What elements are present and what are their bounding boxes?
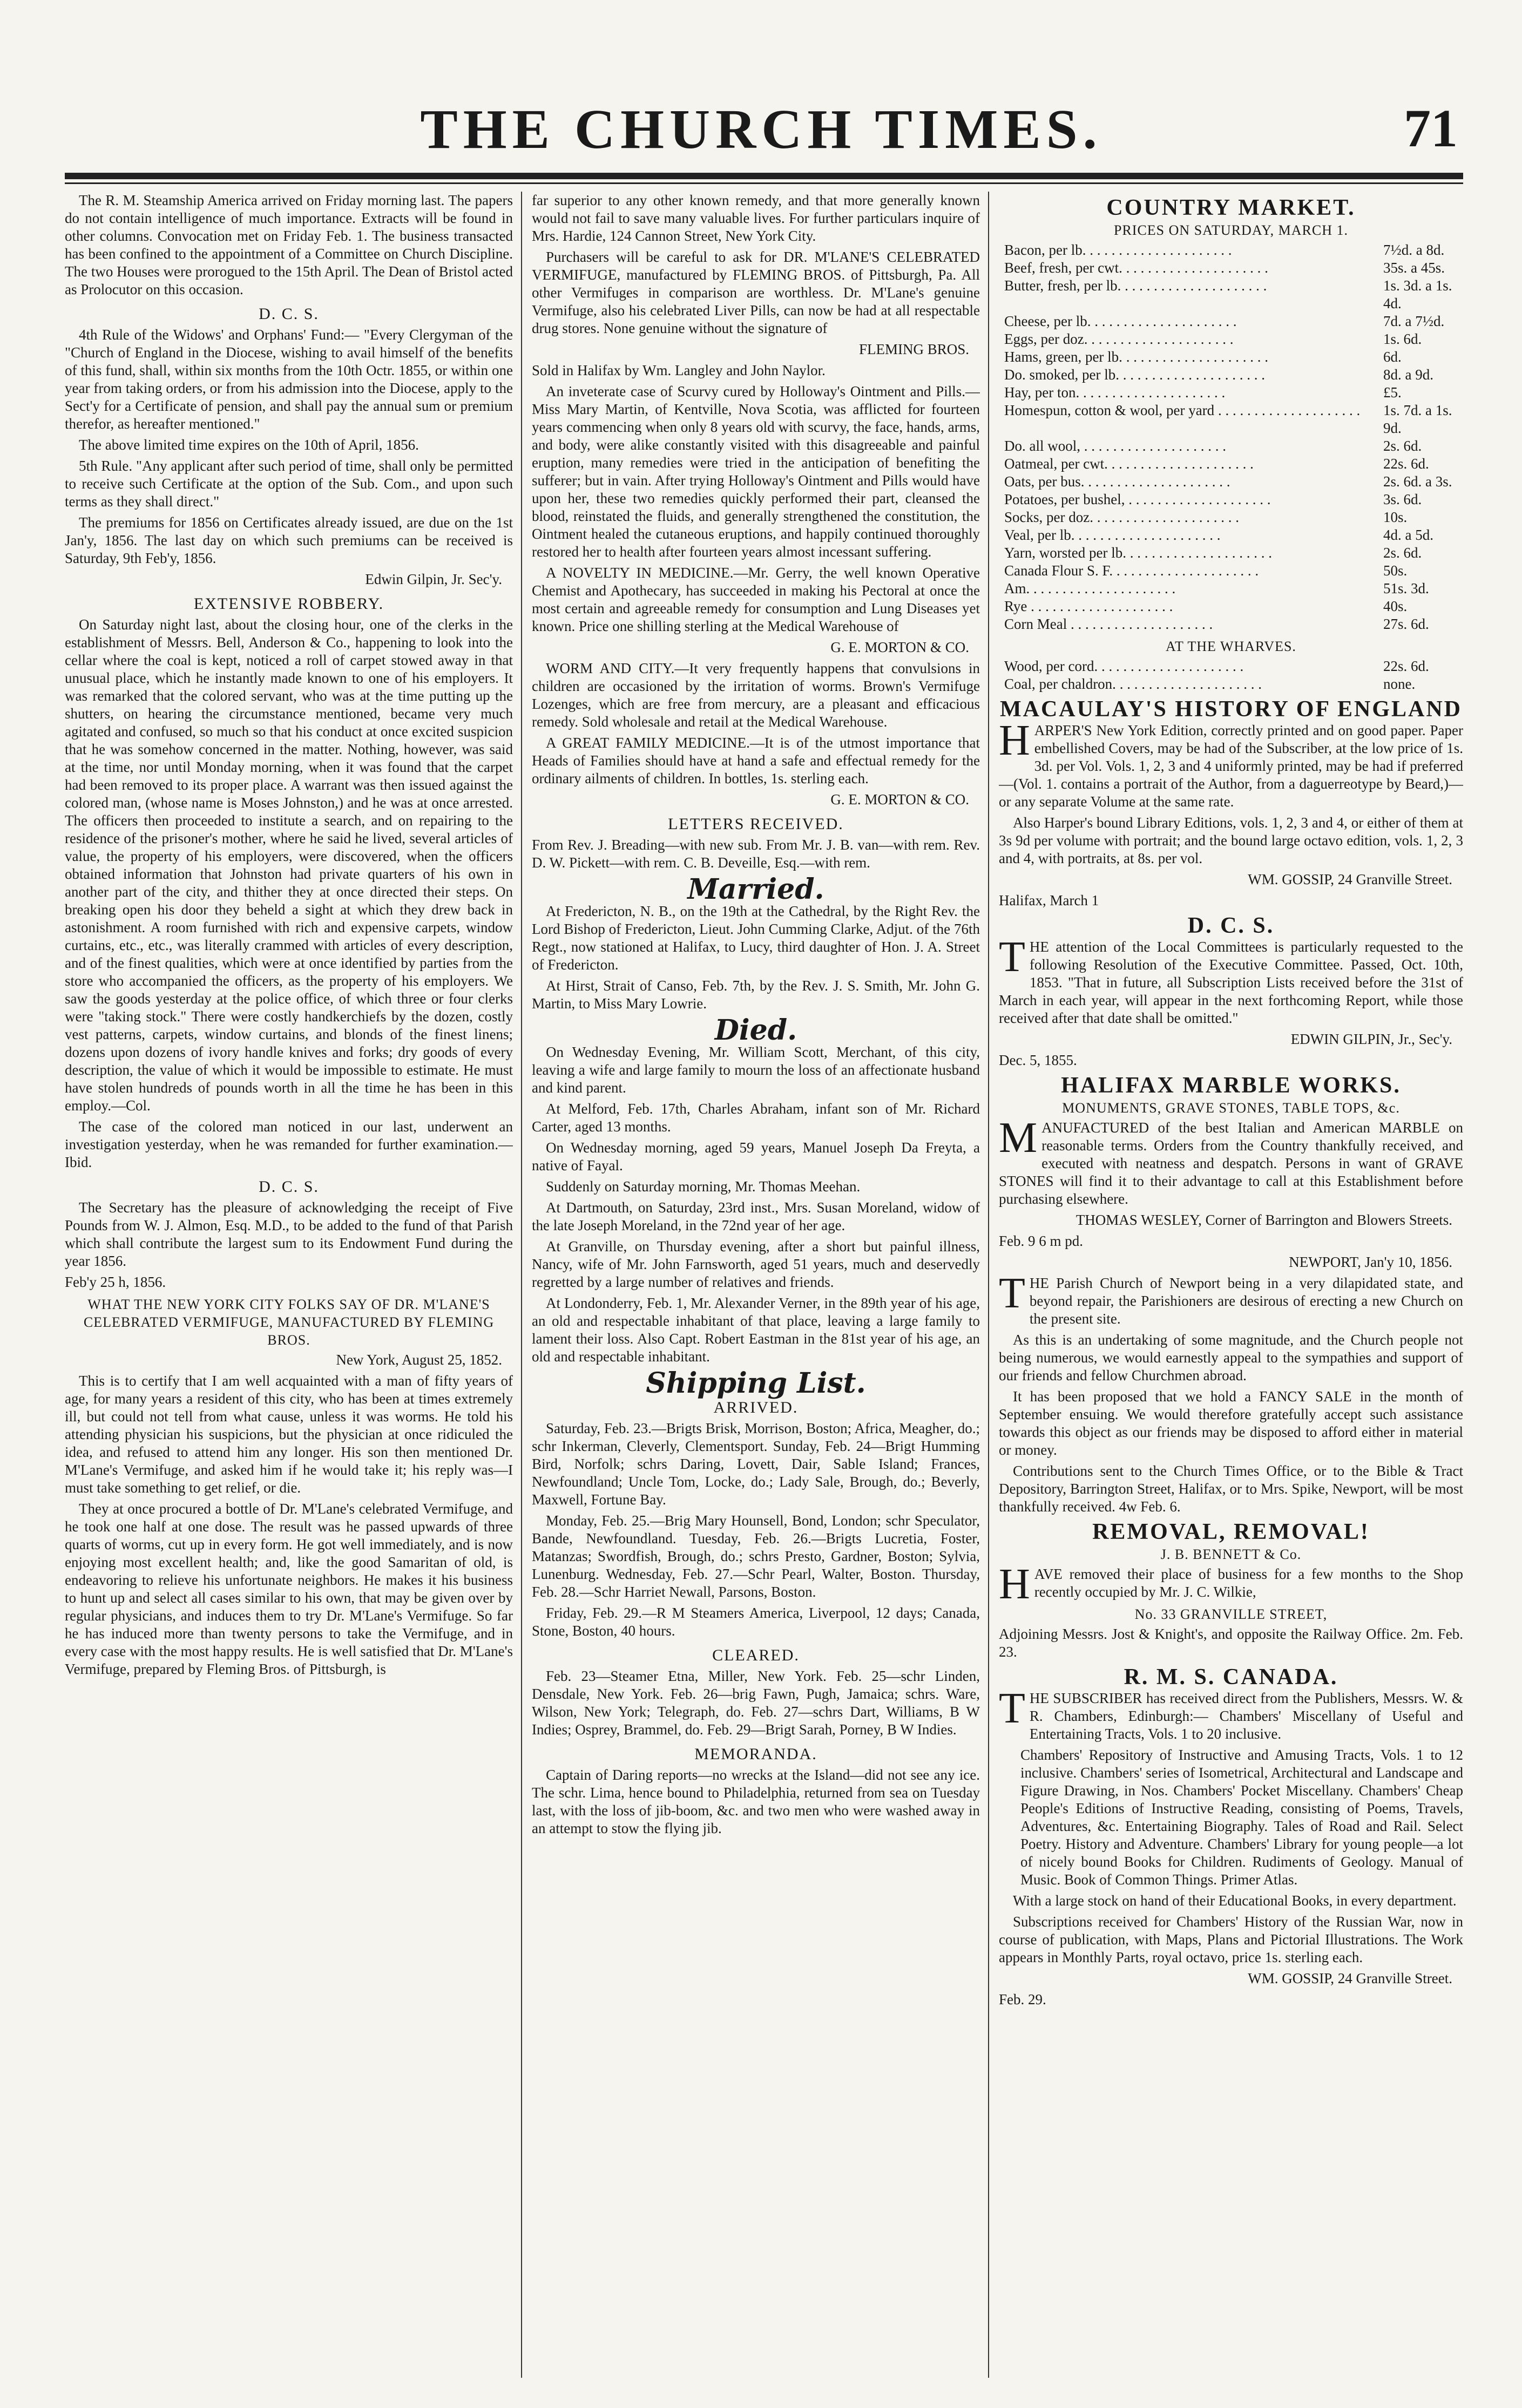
market-price-row (999, 598, 1463, 615)
paragraph: A GREAT FAMILY MEDICINE.—It is of the utmost importance that Heads of Families should have at hand a safe and effectual remedy for the ordinary ailments of children. In bottles, 1s. sterling each. (532, 735, 980, 786)
signature: THOMAS WESLEY, Corner of Barrington and Blowers Streets. (1075, 1212, 1452, 1228)
market-price-row (999, 615, 1463, 633)
paragraph: 4th Rule of the Widows' and Orphans' Fund:— "Every Clergyman of the "Church of England in the Diocese, wishing to avail himself of the benefits of this fund, shall, within six months from the 10th Octr. 1855, or within one year from taking orders, or from his admission into the Diocese, apply to the Sect'y for a Certificate of pension, and shall pay the annual sum or premium therefor, as hereafter mentioned." (65, 327, 513, 432)
paragraph: Monday, Feb. 25.—Brig Mary Hounsell, Bond, London; schr Speculator, Bande, Newfoundland. Tuesday, Feb. 26.—Brigts Lucretia, Foster, Matanzas; Swordfish, Brough, do.; schrs Presto, Gardner, Boston; Sylvia, Lunenburg. Wednesday, Feb. 27.—Schr Pearl, Walter, Boston. Thursday, Feb. 28.—Schr Harriet Newall, Parsons, Boston. (532, 1512, 980, 1600)
market-price-row (999, 259, 1463, 277)
market-item: Hams, green, per lb. . . . (1004, 348, 1377, 366)
market-price: 1s. 7d. a 1s. 9d. (1383, 402, 1452, 436)
paragraph: They at once procured a bottle of Dr. M'Lane's celebrated Vermifuge, and he took one half at one dose. The result was he passed upwards of three quarts of worms, cut up in every form. He got well immediately, and is now enjoying most excellent health; and, like the good Samaritan of old, is endeavoring to relieve his unfortunate neighbors. He makes it his business to hunt up and select all cases similar to his own, that may be given over by regular physicians, and induces them to try Dr. M'Lane's Vermifuge. So far he has induced more than twenty persons to take the Vermifuge, and in every case with the most happy results. He is well satisfied that Dr. M'Lane's Vermifuge, prepared by Fleming Bros. of Pittsburgh, is (65, 1501, 513, 1677)
signature: NEWPORT, Jan'y 10, 1856. (1289, 1254, 1452, 1270)
advert-heading: HALIFAX MARBLE WORKS. (1061, 1073, 1401, 1098)
market-price-row (999, 580, 1463, 598)
paragraph: Feb. 9 6 m pd. (999, 1233, 1084, 1249)
paragraph: On Wednesday Evening, Mr. William Scott, Merchant, of this city, leaving a wife and large family to mourn the loss of an affectionate husband and kind parent. (532, 1044, 980, 1096)
market-item: Bacon, per lb. . . . (1004, 241, 1377, 259)
market-price-row (999, 455, 1463, 473)
paragraph: Purchasers will be careful to ask for DR. M'LANE'S CELEBRATED VERMIFUGE, manufactured by FLEMING BROS. of Pittsburgh, Pa. All other Vermifuges in comparison are worthless. Dr. M'Lane's genuine Vermifuge, also his celebrated Liver Pills, can now be had at all respectable drug stores. None genuine without the signature of (532, 249, 980, 336)
paragraph: HAVE removed their place of business for a few months to the Shop recently occupied by Mr. J. C. Wilkie, (999, 1561, 1463, 1608)
book-list: Chambers' Repository of Instructive and Amusing Tracts, Vols. 1 to 12 inclusive. Chambers' series of Isometrical, Architectural and Landscape and Figure Drawing, in Nos. Chambers' Pocket Miscellany. Chambers' Cheap People's Editions of Instructive Reading, consisting of Poems, Travels, Adventures, &c. Entertaining Biography. Tales of Road and Rail. Select Poetry. History and Adventure. Chambers' Library for young people—a lot of nicely bound Books for Children. Rudiments of Geology. Manual of Music. Book of Common Things. Primer Atlas. (1020, 1747, 1463, 1888)
paragraph: With a large stock on hand of their Educational Books, in every department. (1013, 1893, 1457, 1909)
advert-heading: R. M. S. CANADA. (1124, 1665, 1338, 1690)
section-heading: D. C. S. (259, 1178, 319, 1196)
paragraph: This is to certify that I am well acquainted with a man of fifty years of age, for many years a resident of this city, who has been at times extremely ill, but could not tell from what cause, unless it was worms. He told his attending physician his suspicions, but the physician at once ridiculed the idea, and refused to attend him any longer. His son then mentioned Dr. M'Lane's Vermifuge, and asked him if he would take it; his reply was—I must take something to get relief, or die. (65, 1373, 513, 1496)
paragraph: 5th Rule. "Any applicant after such period of time, shall only be permitted to receive such Certificate at the option of the Sub. Com., and upon such terms as they shall direct." (65, 458, 513, 510)
signature: WM. GOSSIP, 24 Granville Street. (1248, 1970, 1452, 1986)
paragraph: Dec. 5, 1855. (999, 1052, 1077, 1068)
section-heading: CLEARED. (712, 1646, 800, 1664)
market-price-row (999, 675, 1463, 693)
market-item: Cheese, per lb. . . . (1004, 313, 1377, 330)
market-price-row (999, 330, 1463, 348)
column-divider (988, 192, 989, 2378)
market-price: 1s. 3d. a 1s. 4d. (1383, 277, 1452, 311)
market-price-row (999, 473, 1463, 491)
market-price-row (999, 437, 1463, 455)
market-price: 22s. 6d. (1383, 658, 1429, 674)
signature: Edwin Gilpin, Jr. Sec'y. (365, 571, 502, 587)
paragraph: HARPER'S New York Edition, correctly printed and on good paper. Paper embellished Covers, may be had of the Subscriber, at the low price of 1s. 3d. per Vol. Vols. 1, 2, 3 and 4 uniformly printed, may be had if preferred—(Vol. 1. contains a portrait of the Author, from a daguerreotype by Beard,)—or any separate Volume at the same rate. (999, 717, 1463, 810)
paragraph: An inveterate case of Scurvy cured by Holloway's Ointment and Pills.—Miss Mary Martin, of Kentville, Nova Scotia, was afflicted for fourteen years commencing when only 8 years old with scurvy, the face, hands, arms, and body, were alike constantly visited with this disagreeable and painful eruption, many remedies were tried in the anticipation of benefiting the sufferer; but in vain. After trying Holloway's Ointment and Pills would have upon her, these two remedies quickly performed their part, cleansed the blood, reinstated the fluids, and generally strengthened the constitution, the Ointment healed the cutaneous eruptions, and happily continued thoroughly restored her to health after fourteen years almost incessant suffering. (532, 383, 980, 560)
section-heading: ARRIVED. (713, 1399, 799, 1416)
paragraph: THE SUBSCRIBER has received direct from the Publishers, Messrs. W. & R. Chambers, Edinburgh:— Chambers' Miscellany of Useful and Entertaining Tracts, Vols. 1 to 20 inclusive. (999, 1685, 1463, 1742)
column-3 (999, 192, 1463, 2378)
market-item: Canada Flour S. F. . . . (1004, 562, 1377, 580)
market-price-row (999, 544, 1463, 562)
signature: G. E. MORTON & CO. (830, 639, 969, 655)
market-price-row (999, 562, 1463, 580)
market-price: 22s. 6d. (1383, 456, 1429, 472)
market-price-row (999, 277, 1463, 313)
paragraph: At Fredericton, N. B., on the 19th at the Cathedral, by the Right Rev. the Lord Bishop of Fredericton, Lieut. John Cumming Clarke, Adjut. of the 76th Regt., now stationed at Halifax, to Lucy, third daughter of Hon. J. A. Street of Fredericton. (532, 903, 980, 973)
paragraph: The Secretary has the pleasure of acknowledging the receipt of Five Pounds from W. J. Almon, Esq. M.D., to be added to the fund of that Parish which shall contribute the largest sum to its Endowment Fund during the year 1856. (65, 1199, 513, 1269)
paragraph: Friday, Feb. 29.—R M Steamers America, Liverpool, 12 days; Canada, Stone, Boston, 40 hours. (532, 1605, 980, 1639)
paragraph: At Dartmouth, on Saturday, 23rd inst., Mrs. Susan Moreland, widow of the late Joseph Moreland, in the 72nd year of her age. (532, 1199, 980, 1233)
section-heading: Married. (687, 873, 824, 906)
market-price-table (999, 657, 1463, 693)
signature: EDWIN GILPIN, Jr., Sec'y. (1290, 1031, 1452, 1047)
section-heading: EXTENSIVE ROBBERY. (193, 595, 384, 613)
paragraph: Suddenly on Saturday morning, Mr. Thomas Meehan. (546, 1178, 861, 1195)
market-item: Beef, fresh, per cwt. . . . (1004, 259, 1377, 277)
market-item: Do. all wool, . . . (1004, 437, 1377, 455)
market-price: 3s. 6d. (1383, 491, 1422, 507)
market-price: 8d. a 9d. (1383, 367, 1433, 383)
market-item: Corn Meal . . . (1004, 615, 1377, 633)
market-item: Socks, per doz. . . . (1004, 508, 1377, 526)
advert-heading: MACAULAY'S HISTORY OF ENGLAND (999, 697, 1463, 722)
market-price-row (999, 348, 1463, 366)
paragraph: Feb'y 25 h, 1856. (65, 1274, 166, 1290)
paragraph: Saturday, Feb. 23.—Brigts Brisk, Morrison, Boston; Africa, Meagher, do.; schr Inkerman, Cleverly, Clementsport. Sunday, Feb. 24—Brigt Humming Bird, Norfolk; schrs Daring, Lovett, Dair, Sable Island; Frances, Newfoundland; Uncle Tom, Locke, do.; Lady Sale, Brough, do.; Beverly, Maxwell, Fortune Bay. (532, 1420, 980, 1508)
market-price: 10s. (1383, 509, 1408, 525)
market-item: Rye . . . (1004, 598, 1377, 615)
paragraph: Feb. 23—Steamer Etna, Miller, New York. Feb. 25—schr Linden, Densdale, New York. Feb. 26—brig Fawn, Pugh, Jamaica; schrs. Ware, Wilson, New York; Telegraph, do. Feb. 27—schrs Dart, Williams, B W Indies; Osprey, Brammel, do. Feb. 29—Brigt Sarah, Porney, B W Indies. (532, 1668, 980, 1738)
paragraph: The R. M. Steamship America arrived on Friday morning last. The papers do not contain intelligence of much importance. Extracts will be found in other columns. Convocation met on Friday Feb. 1. The business transacted has been confined to the appointment of a Committee on Church Discipline. The two Houses were prorogued to the 15th April. The Dean of Bristol acted as Prolocutor on this occasion. (65, 192, 513, 297)
masthead (65, 97, 1458, 173)
market-price: 2s. 6d. (1383, 438, 1422, 454)
market-price: 2s. 6d. a 3s. (1383, 473, 1452, 490)
section-heading: D. C. S. (259, 305, 319, 323)
advert-heading: COUNTRY MARKET. (1106, 195, 1356, 220)
market-price: 6d. (1383, 349, 1402, 365)
paragraph: MANUFACTURED of the best Italian and American MARBLE on reasonable terms. Orders from the Country thankfully received, and executed with neatness and despatch. Persons in want of GRAVE STONES will find it to their advantage to call at this Establishment before purchasing elsewhere. (999, 1114, 1463, 1207)
market-price: 27s. 6d. (1383, 616, 1429, 632)
market-item: Am. . . . (1004, 580, 1377, 598)
market-item: Do. smoked, per lb. . . . (1004, 366, 1377, 384)
market-price-row (999, 402, 1463, 437)
market-price: £5. (1383, 384, 1402, 401)
paragraph: It has been proposed that we hold a FANCY SALE in the month of September ensuing. We would therefore gratefully accept such assistance towards this object as our friends may be disposed to afford either in material or money. (999, 1388, 1463, 1458)
subheading: WHAT THE NEW YORK CITY FOLKS SAY OF DR. M'LANE'S CELEBRATED VERMIFUGE, MANUFACTURED BY FLEMING BROS. (83, 1297, 495, 1348)
subheading: AT THE WHARVES. (1166, 639, 1296, 654)
market-item: Wood, per cord. . . . (1004, 657, 1377, 675)
paragraph: Halifax, March 1 (999, 892, 1099, 908)
paragraph: The above limited time expires on the 10th of April, 1856. (79, 437, 419, 453)
paragraph: Captain of Daring reports—no wrecks at the Island—did not see any ice. The schr. Lima, hence bound to Philadelphia, returned from sea on Tuesday last, with the loss of jib-boom, &c. and two men who were washed away in an attempt to stow the flying jib. (532, 1767, 980, 1836)
market-price: 7½d. a 8d. (1383, 242, 1445, 258)
market-price-table (999, 241, 1463, 633)
paragraph: far superior to any other known remedy, and that more generally known would not fail to save many valuable lives. For further particulars inquire of Mrs. Hardie, 124 Cannon Street, New York City. (532, 192, 980, 244)
market-price-row (999, 313, 1463, 330)
paragraph: Subscriptions received for Chambers' History of the Russian War, now in course of publication, with Maps, Plans and Pictorial Illustrations. The Work appears in Monthly Parts, royal octavo, price 1s. sterling each. (999, 1914, 1463, 1965)
market-item: Hay, per ton. . . . (1004, 384, 1377, 402)
section-heading: MEMORANDA. (694, 1745, 817, 1763)
paragraph: A NOVELTY IN MEDICINE.—Mr. Gerry, the well known Operative Chemist and Apothecary, has succeeded in making his Pectoral at once the most certain and agreeable remedy for consumption and Lung Diseases yet known. Price one shilling sterling at the Medical Warehouse of (532, 565, 980, 634)
market-price-row (999, 241, 1463, 259)
section-heading: Died. (714, 1014, 797, 1047)
market-price: 1s. 6d. (1383, 331, 1422, 347)
market-price-row (999, 657, 1463, 675)
market-item: Yarn, worsted per lb. . . . (1004, 544, 1377, 562)
market-price: 40s. (1383, 598, 1408, 614)
masthead-rule-thick (65, 173, 1463, 179)
paragraph: At Londonderry, Feb. 1, Mr. Alexander Verner, in the 89th year of his age, an old and respectable inhabitant of that place, leaving a large family to lament their loss. Also Capt. Robert Eastman in the 81st year of his age, an old and respectable inhabitant. (532, 1295, 980, 1365)
market-price: 4d. a 5d. (1383, 527, 1433, 543)
paragraph: Feb. 29. (999, 1991, 1046, 2007)
subheading: J. B. BENNETT & Co. (1160, 1546, 1302, 1562)
paragraph: The premiums for 1856 on Certificates already issued, are due on the 1st Jan'y, 1856. The last day on which such premiums can be received is Saturday, 9th Feb'y, 1856. (65, 514, 513, 566)
paragraph: On Saturday night last, about the closing hour, one of the clerks in the establishment of Messrs. Bell, Anderson & Co., happening to look into the cellar where the coal is kept, noticed a roll of carpet stowed away in that unusual place, which he instantly made known to one of his employers. It was remarked that the colored servant, who was at the time putting up the shutters, on hearing the circumstance mentioned, became very much agitated and confused, so much so that his conduct at once excited suspicion that he was somehow concerned in the matter. Nothing, however, was said at the time, nor until Monday morning, when it was found that the carpet had been removed to its proper place. A warrant was then issued against the colored man, (whose name is Moses Johnston,) and he was at once arrested. The officers then proceeded to institute a search, and on repairing to the residence of the prisoner's mother, where he said he lived, several articles of value, the property of his employers, were discovered, when the officers obtained information that Johnston had private quarters of his own in another part of the city, and thither they at once directed their steps. On breaking open his door they beheld a sight at which they drew back in astonishment. A room furnished with rich and expensive carpets, window curtains, etc., etc., was literally crammed with articles of every description, and of the finest qualities, which were at once identified by parties from the store who accompanied the officers, as the property of his employers. We saw the goods yesterday at the police office, of which three or four clerks were "taking stock." There were costly handkerchiefs by the dozen, costly vest patterns, carpets, window curtains, and blonds of the finest linens; dozens upon dozens of ivory handle knives and forks; dry goods of every description, the value of which it would be impossible to estimate. He must have stolen hundreds of pounds worth in all the time he has been in this employ.—Col. (65, 616, 513, 1114)
market-item: Coal, per chaldron. . . . (1004, 675, 1377, 693)
subheading: MONUMENTS, GRAVE STONES, TABLE TOPS, &c. (1062, 1100, 1400, 1116)
signature: New York, August 25, 1852. (336, 1352, 502, 1368)
market-price-row (999, 491, 1463, 508)
market-price: 2s. 6d. (1383, 545, 1422, 561)
market-item: Homespun, cotton & wool, per yard . . . (1004, 402, 1377, 437)
market-price: 7d. a 7½d. (1383, 313, 1445, 329)
market-item: Potatoes, per bushel, . . . (1004, 491, 1377, 508)
paragraph: Contributions sent to the Church Times Office, or to the Bible & Tract Depository, Barrington Street, Halifax, or to Mrs. Spike, Newport, will be most thankfully received. 4w Feb. 6. (999, 1463, 1463, 1515)
paragraph: Also Harper's bound Library Editions, vols. 1, 2, 3 and 4, or either of them at 3s 9d per volume with portrait; and the bound large octavo edition, vols. 1, 2, 3 and 4, with portraits, at 8s. per vol. (999, 815, 1463, 866)
market-item: Oats, per bus. . . . (1004, 473, 1377, 491)
paragraph: As this is an undertaking of some magnitude, and the Church people not being numerous, we would earnestly appeal to the sympathies and support of our friends and fellow Churchmen abroad. (999, 1332, 1463, 1383)
subheading: No. 33 GRANVILLE STREET, (1134, 1606, 1328, 1622)
advert-heading: D. C. S. (1187, 913, 1275, 938)
page-number: 71 (1404, 98, 1458, 158)
market-item: Butter, fresh, per lb. . . . (1004, 277, 1377, 313)
signature: WM. GOSSIP, 24 Granville Street. (1248, 871, 1452, 887)
market-price-row (999, 508, 1463, 526)
market-price-row (999, 384, 1463, 402)
market-price: 50s. (1383, 562, 1408, 579)
advert-heading: REMOVAL, REMOVAL! (1092, 1520, 1370, 1544)
section-heading: Shipping List. (646, 1367, 866, 1400)
paragraph: THE Parish Church of Newport being in a very dilapidated state, and beyond repair, the Parishioners are desirous of erecting a new Church on the present site. (999, 1270, 1463, 1327)
paragraph: From Rev. J. Breading—with new sub. From Mr. J. B. van—with rem. Rev. D. W. Pickett—with rem. C. B. Deveille, Esq.—with rem. (532, 837, 980, 871)
column-2 (532, 192, 980, 2378)
paragraph: Adjoining Messrs. Jost & Knight's, and opposite the Railway Office. 2m. Feb. 23. (999, 1626, 1463, 1660)
column-divider (521, 192, 522, 2378)
market-price: none. (1383, 676, 1416, 692)
column-1 (65, 192, 513, 2378)
paragraph: At Granville, on Thursday evening, after a short but painful illness, Nancy, wife of Mr. John Farnsworth, aged 51 years, much and deservedly regretted by a large number of relatives and friends. (532, 1238, 980, 1290)
signature: G. E. MORTON & CO. (830, 791, 969, 808)
market-item: Oatmeal, per cwt. . . . (1004, 455, 1377, 473)
market-price-row (999, 526, 1463, 544)
masthead-rule-thin (65, 182, 1463, 184)
market-item: Veal, per lb. . . . (1004, 526, 1377, 544)
paragraph: At Hirst, Strait of Canso, Feb. 7th, by the Rev. J. S. Smith, Mr. John G. Martin, to Miss Mary Lowrie. (532, 978, 980, 1012)
paragraph: At Melford, Feb. 17th, Charles Abraham, infant son of Mr. Richard Carter, aged 13 months. (532, 1101, 980, 1135)
market-price: 51s. 3d. (1383, 580, 1429, 596)
paragraph: WORM AND CITY.—It very frequently happens that convulsions in children are occasioned by the irritation of worms. Brown's Vermifuge Lozenges, which are free from mercury, are a pleasant and efficacious remedy. Sold wholesale and retail at the Medical Warehouse. (532, 660, 980, 730)
paragraph: The case of the colored man noticed in our last, underwent an investigation yesterday, when he was remanded for further examination.—Ibid. (65, 1118, 513, 1170)
section-heading: LETTERS RECEIVED. (668, 815, 844, 833)
newspaper-title: THE CHURCH TIMES. (420, 98, 1102, 160)
market-item: Eggs, per doz. . . . (1004, 330, 1377, 348)
signature: FLEMING BROS. (858, 341, 969, 357)
paragraph: Sold in Halifax by Wm. Langley and John Naylor. (532, 362, 826, 378)
market-price: 35s. a 45s. (1383, 260, 1445, 276)
market-price-row (999, 366, 1463, 384)
paragraph: THE attention of the Local Committees is particularly requested to the following Resolution of the Executive Committee. Passed, Oct. 10th, 1853. "That in future, all Subscription Lists received before the 31st of March in each year, will appear in the next forthcoming Report, while those received after that date shall be omitted." (999, 933, 1463, 1026)
subheading: PRICES ON SATURDAY, MARCH 1. (1114, 222, 1348, 238)
paragraph: On Wednesday morning, aged 59 years, Manuel Joseph Da Freyta, a native of Fayal. (532, 1139, 980, 1174)
